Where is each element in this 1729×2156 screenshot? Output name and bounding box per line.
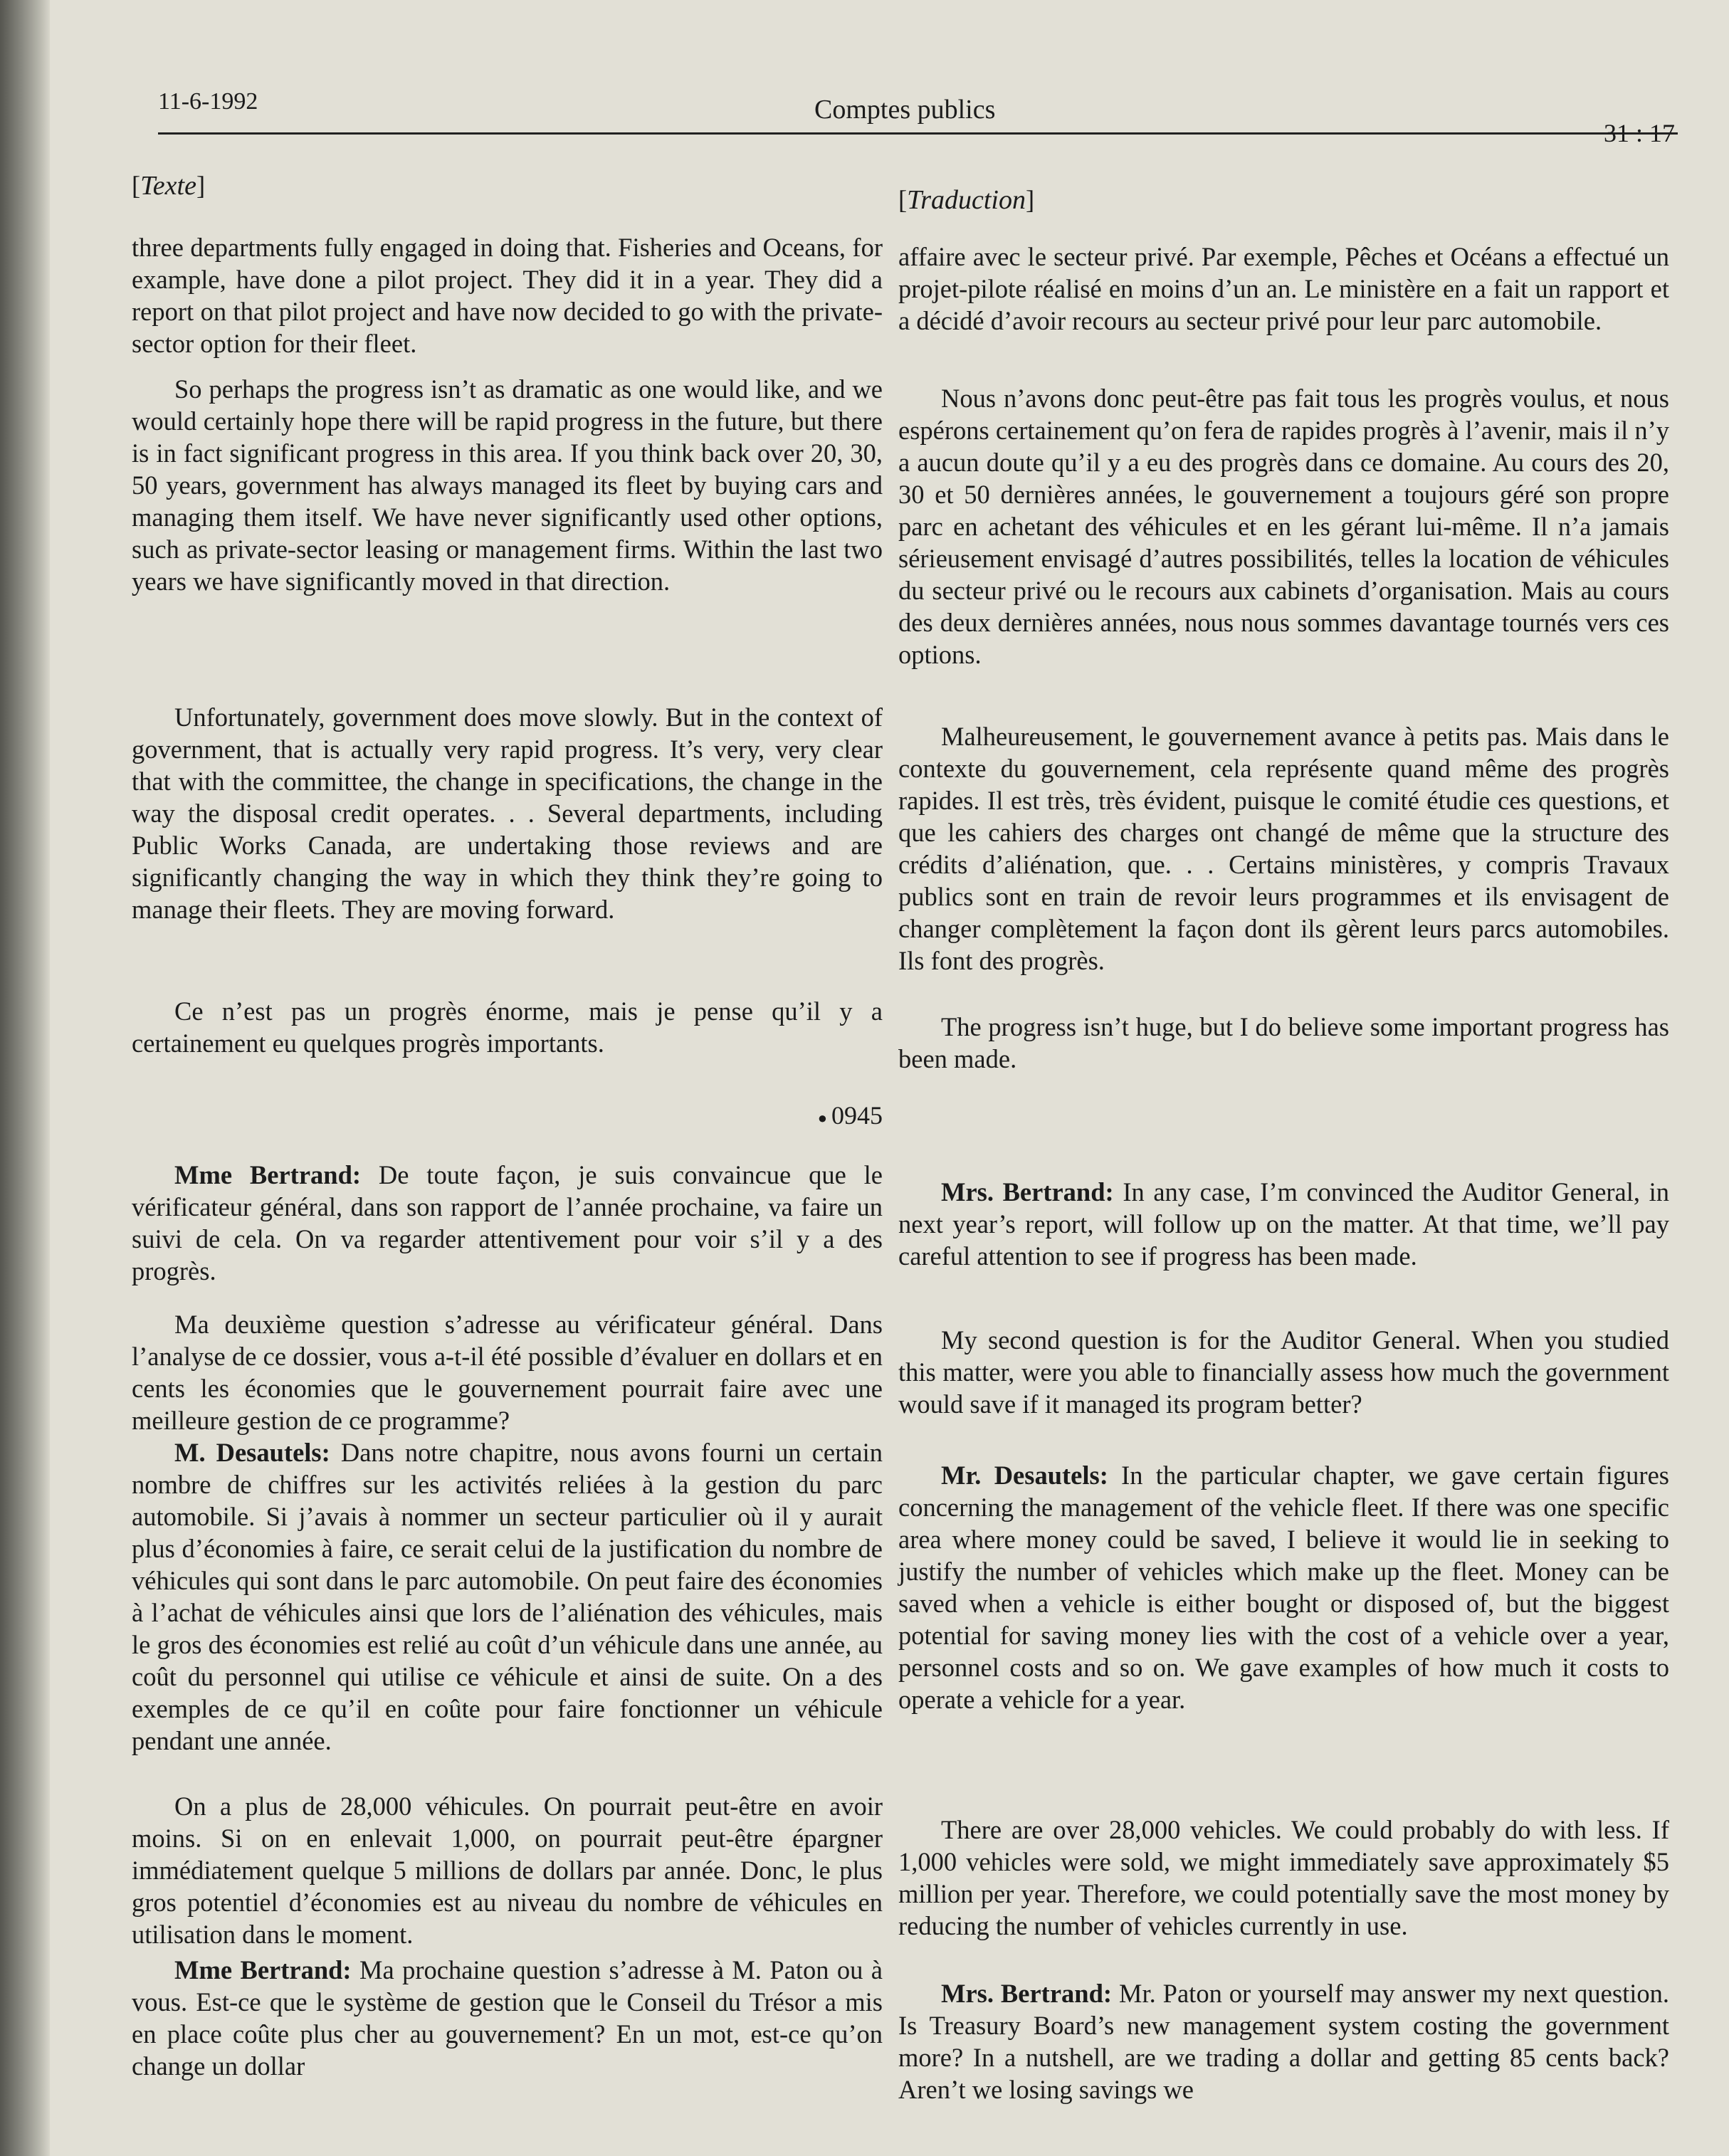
left-paragraph-4: Ce n’est pas un progrès énorme, mais je pense qu’il y a certainement eu quelques progrès importants. [132, 997, 883, 1058]
speaker-name: Mrs. Bertrand: [941, 1979, 1113, 2008]
header-date: 11-6-1992 [158, 88, 258, 115]
right-paragraph-1: affaire avec le secteur privé. Par exemple, Pêches et Océans a effectué un projet-pilote réalisé en moins d’un an. Le ministère en a fait un rapport et a décidé d’avoir recours au secteur privé pour leur parc automobile. [898, 242, 1669, 335]
right-paragraph-2: Nous n’avons donc peut-être pas fait tous les progrès voulus, et nous espérons certainement qu’on fera de rapides progrès à l’avenir, mais il n’y a aucun doute qu’il y a eu des progrès dans ce domaine. Au cours des 20, 30 et 50 dernières années, le gouvernement a toujours géré son propre parc en achetant des véhicules et en les gérant lui-même. Il n’a jamais sérieusement envisagé d’autres possibilités, telles la location de véhicules du secteur privé ou le recours aux cabinets d’organisation. Mais au cours des deux dernières années, nous nous sommes davantage tournés vers ces options. [898, 384, 1669, 669]
binding-edge [0, 0, 50, 2156]
left-paragraph-3: Unfortunately, government does move slowly. But in the context of government, that is actually very rapid progress. It’s very, very clear that with the committee, the change in specifications, the change in the way the disposal credit operates. . . Several departments, including Public Works Canada, are undertaking those reviews and are significantly changing the way in which they think they’re going to manage their fleets. They are moving forward. [132, 703, 883, 924]
right-paragraph-7: Mr. Desautels: In the particular chapter, we gave certain figures concerning the management of the vehicle fleet. If there was one specific area where money could be saved, I believe it would lie in seeking to justify the number of vehicles which make up the fleet. Money can be saved when a vehicle is either bought or disposed of, but the biggest potential for saving money lies with the cost of a vehicle over a year, personnel costs and so on. We gave examples of how much it costs to operate a vehicle for a year. [898, 1461, 1669, 1714]
speaker-name: M. Desautels: [174, 1438, 330, 1467]
running-header [158, 84, 1678, 147]
left-paragraph-9: Mme Bertrand: Ma prochaine question s’adresse à M. Paton ou à vous. Est-ce que le système de gestion que le Conseil du Trésor a mis en place coûte plus cher au gouvernement? En un mot, est-ce qu’on change un dollar [132, 1955, 883, 2081]
speaker-name: Mme Bertrand: [174, 1160, 362, 1189]
right-paragraph-9: Mrs. Bertrand: Mr. Paton or yourself may answer my next question. Is Treasury Board’s new management system costing the government more? In a nutshell, are we trading a dollar and getting 85 cents back? Aren’t we losing savings we [898, 1979, 1669, 2104]
right-paragraph-6: My second question is for the Auditor General. When you studied this matter, were you able to financially assess how much the government would save if it managed its program better? [898, 1325, 1669, 1419]
left-paragraph-5: Mme Bertrand: De toute façon, je suis convaincue que le vérificateur général, dans son rapport de l’année prochaine, va faire un suivi de cela. On va regarder attentivement pour voir s’il y a des progrès. [132, 1160, 883, 1285]
left-paragraph-2: So perhaps the progress isn’t as dramatic as one would like, and we would certainly hope there will be rapid progress in the future, but there is in fact significant progress in this area. If you think back over 20, 30, 50 years, government has always managed its fleet by buying cars and managing them itself. We have never significantly used other options, such as private-sector leasing or management firms. Within the last two years we have significantly moved in that direction. [132, 374, 883, 596]
speaker-name: Mr. Desautels: [941, 1461, 1108, 1490]
header-page-number: 31 : 17 [1603, 119, 1675, 147]
right-paragraph-5: Mrs. Bertrand: In any case, I’m convinced the Auditor General, in next year’s report, will follow up on the matter. At that time, we’ll pay careful attention to see if progress has been made. [898, 1177, 1670, 1271]
left-paragraph-8: On a plus de 28,000 véhicules. On pourrait peut-être en avoir moins. Si on en enlevait 1,000, on pourrait peut-être épargner immédiatement quelque 5 millions de dollars par année. Donc, le plus gros potentiel d’économies est au niveau du nombre de véhicules en utilisation dans le moment. [132, 1792, 883, 1949]
right-paragraph-3: Malheureusement, le gouvernement avance à petits pas. Mais dans le contexte du gouvernement, cela représente quand même des progrès rapides. Il est très, très évident, puisque le comité étudie ces questions, et que les cahiers des charges ont changé de même que la structure des crédits d’aliénation, que. . . Certains ministères, y compris Travaux publics sont en train de revoir leurs programmes et ils envisagent de changer complètement la façon dont ils gèrent leurs parcs automobiles. Ils font des progrès. [898, 722, 1669, 975]
right-paragraph-8: There are over 28,000 vehicles. We could probably do with less. If 1,000 vehicles were sold, we might immediately save approximately $5 million per year. Therefore, we could potentially save the most money by reducing the number of vehicles currently in use. [898, 1815, 1669, 1940]
header-title: Comptes publics [814, 95, 996, 125]
left-paragraph-7: M. Desautels: Dans notre chapitre, nous avons fourni un certain nombre de chiffres sur les activités reliées à la gestion du parc automobile. Si j’avais à nommer un secteur particulier où il y aurait plus d’économies à faire, ce serait celui de la justification du nombre de véhicules qui sont dans le parc automobile. On peut faire des économies à l’achat de véhicules ainsi que lors de l’aliénation des véhicules, mais le gros des économies est relié au coût d’un véhicule dans une année, au coût du personnel qui utilise ce véhicule et ainsi de suite. On a des exemples de ce qu’il en coûte pour faire fonctionner un véhicule pendant une année. [132, 1438, 883, 1755]
right-section-tag: [Traduction] [898, 185, 1035, 215]
speaker-name: Mrs. Bertrand: [941, 1177, 1114, 1206]
left-paragraph-6: Ma deuxième question s’adresse au vérificateur général. Dans l’analyse de ce dossier, vous a-t-il été possible d’évaluer en dollars et en cents les économies que le gouvernement pourrait faire avec une meilleure gestion de ce programme? [132, 1310, 883, 1435]
right-paragraph-4: The progress isn’t huge, but I do believe some important progress has been made. [898, 1012, 1669, 1073]
left-paragraph-1: three departments fully engaged in doing that. Fisheries and Oceans, for example, have done a pilot project. They did it in a year. They did a report on that pilot project and have now decided to go with the private-sector option for their fleet. [132, 233, 883, 358]
speaker-name: Mme Bertrand: [174, 1955, 352, 1984]
left-section-tag: [Texte] [132, 171, 206, 201]
time-stamp: ● 0945 [817, 1101, 883, 1130]
bullet-icon: ● [817, 1109, 827, 1127]
